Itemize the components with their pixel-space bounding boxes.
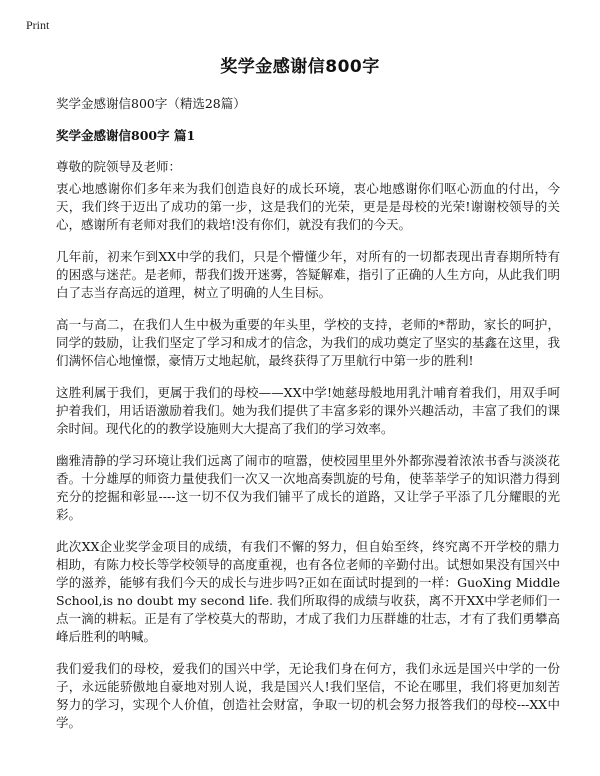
paragraph: 这胜利属于我们，更属于我们的母校——XX中学!她慈母般地用乳汁哺育着我们，用双手呵护着我们，用话语激励着我们。她为我们提供了丰富多彩的课外兴趣活动，丰富了我们的课余时间。现代化的的教学设施则大大提高了我们的学习效率。: [56, 385, 560, 436]
article-subtitle: 奖学金感谢信800字（精选28篇）: [56, 96, 246, 111]
paragraph: 此次XX企业奖学金项目的成绩，有我们不懈的努力，但自始至终，终究离不开学校的鼎力相助，有陈力校长等学校领导的高度重视，也有各位老师的辛勤付出。试想如果没有国兴中学的滋养，能够有我们今天的成长与进步吗?正如在面试时提到的一样：GuoXing Middle School,is no doubt my second life. 我们所取得的成绩与收获，离不开XX中学老师们一点一滴的耕耘。正是有了学校莫大的帮助，才成了我们力压群雄的壮志，才有了我们勇攀高峰后胜利的呐喊。: [56, 539, 560, 644]
paragraph: 高一与高二，在我们人生中极为重要的年头里，学校的支持，老师的*帮助，家长的呵护，同学的鼓励，让我们坚定了学习和成才的信念，为我们的成功奠定了坚实的基鑫在这里，我们满怀信心地憧憬，豪情万丈地起航，最终获得了万里航行中第一步的胜利!: [56, 317, 560, 368]
print-link[interactable]: Print: [26, 18, 50, 32]
paragraph: 幽雅清静的学习环境让我们远离了闹市的喧嚣，使校园里里外外都弥漫着浓浓书香与淡淡花香。十分雄厚的师资力量使我们一次又一次地高奏凯旋的号角，使莘莘学子的知识潜力得到充分的挖掘和彰显----这一切不仅为我们铺平了成长的道路，又让学子平添了几分耀眼的光彩。: [56, 453, 560, 522]
section-heading: 奖学金感谢信800字 篇1: [56, 128, 196, 143]
paragraph: 我们爱我们的母校，爱我们的国兴中学，无论我们身在何方，我们永远是国兴中学的一份子，永远能骄傲地自豪地对别人说，我是国兴人!我们坚信，不论在哪里，我们将更加刻苦努力的学习，实现个人价值，创造社会财富，争取一切的机会努力报答我们的母校---XX中学。: [56, 661, 560, 730]
letter-greeting: 尊敬的院领导及老师：: [56, 159, 182, 174]
letter-body: [56, 180, 560, 746]
paragraph: 几年前，初来乍到XX中学的我们，只是个懵懂少年，对所有的一切都表现出青春期所特有的困惑与迷茫。是老师，帮我们拨开迷雾，答疑解难，指引了正确的人生方向，从此我们明白了志当存高远的道理，树立了明确的人生目标。: [56, 249, 560, 300]
paragraph: 衷心地感谢你们多年来为我们创造良好的成长环境，衷心地感谢你们呕心沥血的付出，今天，我们终于迈出了成功的第一步，这是我们的光荣，更是是母校的光荣!谢谢校领导的关心，感谢所有老师对我们的栽培!没有你们，就没有我们的今天。: [56, 181, 560, 232]
page-title: 奖学金感谢信800字: [220, 57, 380, 77]
